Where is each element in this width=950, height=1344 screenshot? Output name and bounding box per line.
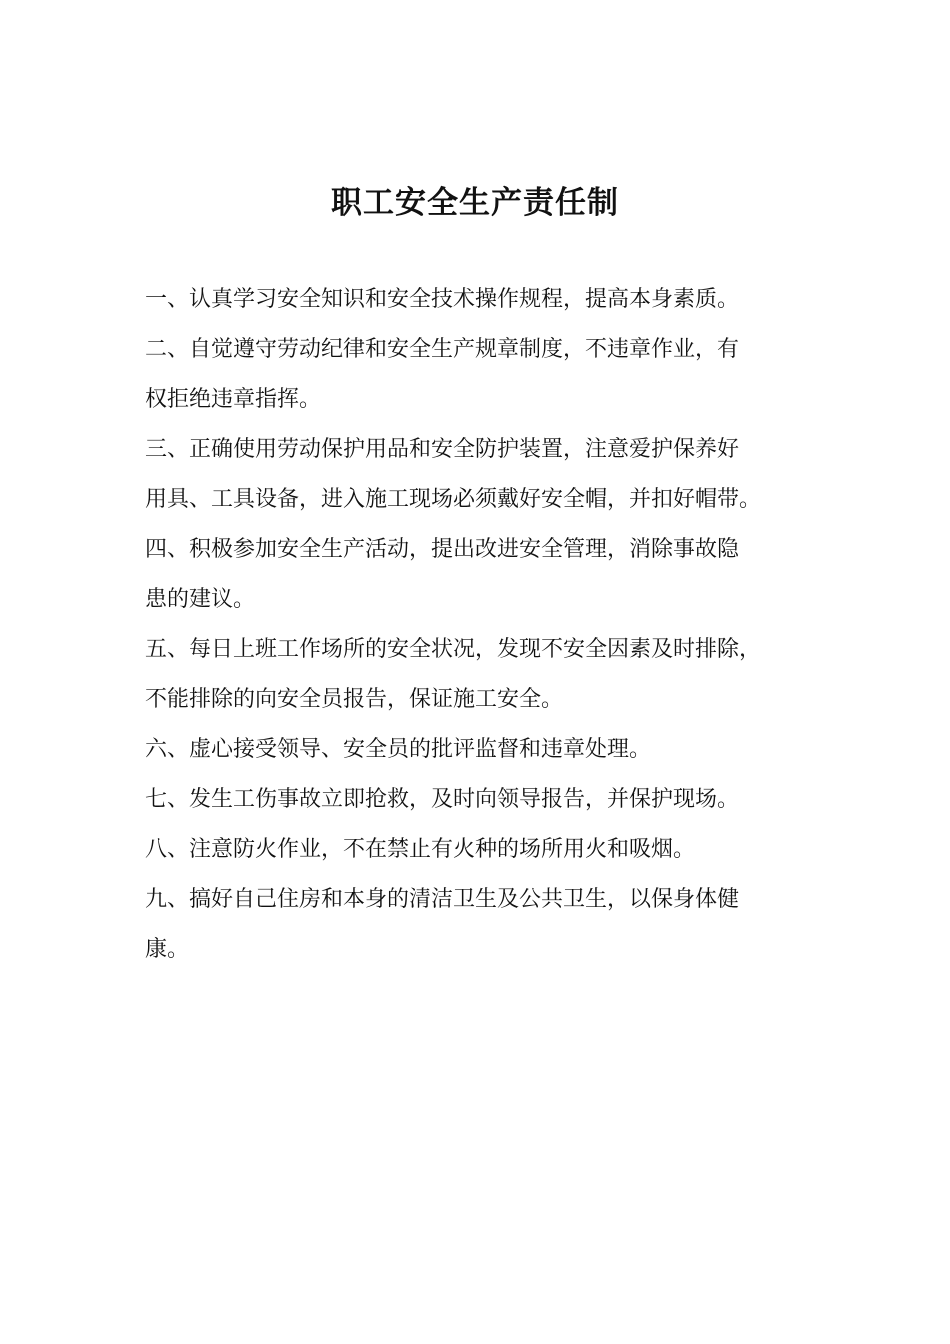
clause-line: 一、认真学习安全知识和安全技术操作规程，提高本身素质。 [145, 287, 740, 312]
clause-line: 不能排除的向安全员报告，保证施工安全。 [145, 687, 564, 712]
clause-line: 康。 [145, 937, 190, 962]
clause-line: 九、搞好自己住房和本身的清洁卫生及公共卫生，以保身体健 [145, 887, 740, 912]
clause-line: 权拒绝违章指挥。 [145, 387, 322, 412]
clause-line: 五、每日上班工作场所的安全状况，发现不安全因素及时排除， [145, 637, 762, 662]
clause-line: 二、自觉遵守劳动纪律和安全生产规章制度，不违章作业，有 [145, 337, 740, 362]
clause-line: 四、积极参加安全生产活动，提出改进安全管理，消除事故隐 [145, 537, 740, 562]
clause-list [145, 275, 820, 975]
clause-line: 三、正确使用劳动保护用品和安全防护装置，注意爱护保养好 [145, 437, 740, 462]
clause-line: 七、发生工伤事故立即抢救，及时向领导报告，并保护现场。 [145, 787, 740, 812]
page-title: 职工安全生产责任制 [331, 185, 619, 221]
clause-line: 患的建议。 [145, 587, 256, 612]
clause-line: 八、注意防火作业，不在禁止有火种的场所用火和吸烟。 [145, 837, 696, 862]
clause-line: 六、虚心接受领导、安全员的批评监督和违章处理。 [145, 737, 652, 762]
clause-line: 用具、工具设备，进入施工现场必须戴好安全帽，并扣好帽带。 [145, 487, 762, 512]
